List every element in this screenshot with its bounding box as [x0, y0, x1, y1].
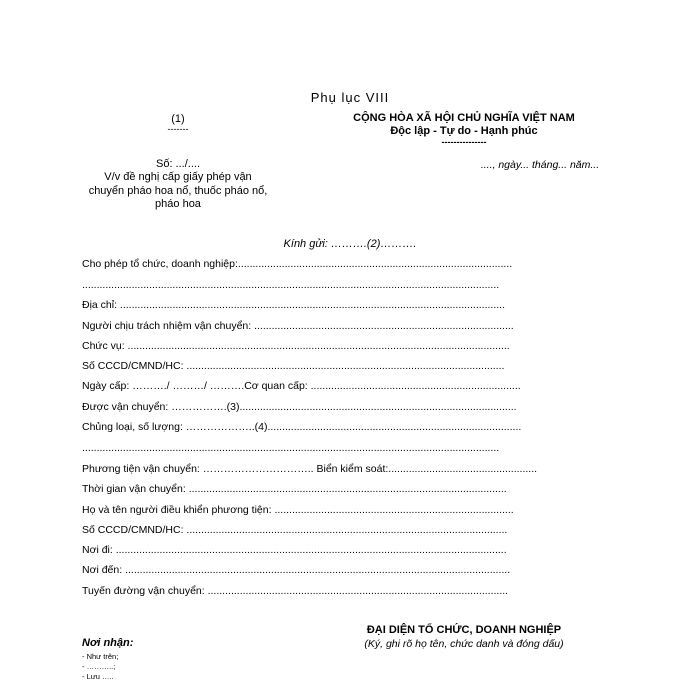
- form-line-organization: Cho phép tổ chức, doanh nghiệp:..............................................................................................: [82, 258, 513, 270]
- addressee: Kính gửi: ……….(2)……….: [283, 238, 417, 250]
- subject-line: pháo hoa: [155, 198, 201, 210]
- recipient-item: - Như trên;: [82, 652, 119, 661]
- form-line-driver-name: Họ và tên người điều khiển phương tiện: ..................................................................................: [82, 504, 514, 516]
- form-line-responsible-person: Người chịu trách nhiệm vận chuyển: .........................................................................................: [82, 320, 514, 332]
- form-line-vehicle: Phương tiện vận chuyển: ………………………….. Biển kiểm soát:...................................................: [82, 463, 538, 475]
- motto-divider: ---------------: [441, 137, 487, 147]
- place-date: ...., ngày... tháng... năm...: [480, 159, 600, 171]
- form-line-position: Chức vụ: ...................................................................................................................................: [82, 340, 510, 352]
- form-line-id-number: Số CCCD/CMND/HC: .............................................................................................................: [82, 360, 505, 372]
- recipient-item: - Lưu …..: [82, 672, 114, 681]
- form-line-continuation: ...............................................................................................................................................: [82, 442, 500, 454]
- form-line-transport-time: Thời gian vận chuyển: .............................................................................................................: [82, 483, 507, 495]
- country-name: CỘNG HÒA XÃ HỘI CHỦ NGHĨA VIỆT NAM: [353, 112, 575, 124]
- subject-line: chuyển pháo hoa nổ, thuốc pháo nổ,: [88, 184, 268, 197]
- signature-note: (Ký, ghi rõ họ tên, chức danh và đóng dấu): [364, 638, 564, 650]
- recipients-label: Nơi nhận:: [82, 637, 134, 649]
- form-line-destination: Nơi đến: ....................................................................................................................................: [82, 564, 511, 576]
- subject-line: V/v đề nghị cấp giấy phép vận: [104, 171, 252, 183]
- document-title: Phụ lục VIII: [310, 90, 390, 105]
- form-line-driver-id: Số CCCD/CMND/HC: ..............................................................................................................: [82, 524, 508, 536]
- motto: Độc lập - Tự do - Hạnh phúc: [390, 125, 538, 137]
- form-line-origin: Nơi đi: ......................................................................................................................................: [82, 544, 507, 556]
- doc-number: Số: .../....: [155, 158, 201, 170]
- form-line-issue-date: Ngày cấp: ………./ ………/ ……….Cơ quan cấp: ........................................................................: [82, 380, 521, 392]
- form-line-type-quantity: Chủng loại, số lượng: ………………..(4).......................................................................................: [82, 421, 522, 433]
- form-line-address: Địa chỉ: ....................................................................................................................................: [82, 299, 506, 311]
- org-divider: -------: [167, 124, 189, 134]
- signature-title: ĐẠI DIỆN TỔ CHỨC, DOANH NGHIỆP: [366, 624, 562, 636]
- org-number: (1): [171, 113, 185, 125]
- form-line-transport-allowed: Được vận chuyển: …………….(3)...............................................................................................: [82, 401, 517, 413]
- form-line-continuation: ...............................................................................................................................................: [82, 279, 500, 291]
- form-line-route: Tuyến đường vận chuyển: .......................................................................................................: [82, 585, 509, 597]
- doc-subject: [60, 171, 296, 212]
- recipient-item: - ………..;: [82, 662, 116, 671]
